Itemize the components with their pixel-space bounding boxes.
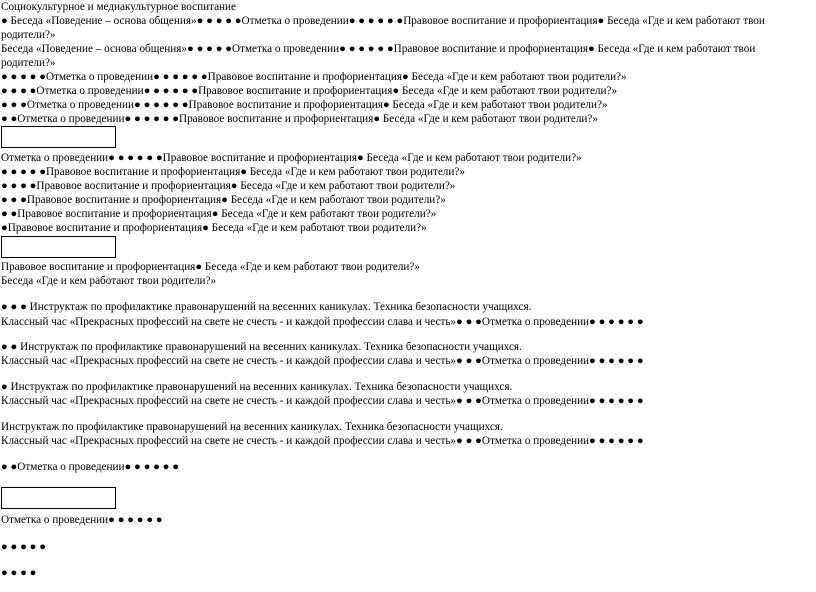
text-line: ● ● ● ●Отметка о проведении● ● ● ● ● ●Правовое воспитание и профориентация● Беседа «Где и кем работают твои родители?» <box>1 85 618 97</box>
text-line: ● ● ● Инструктаж по профилактике правонарушений на весенних каникулах. Техника безопасности учащихся. <box>1 301 532 313</box>
text-line: Классный час «Прекрасных профессий на свете не счесть - и каждой профессии слава и честь»● ● ●Отметка о проведении● ● ● ● ● ● <box>1 395 644 407</box>
text-line: Отметка о проведении● ● ● ● ● ● <box>1 514 163 526</box>
text-line: ● ● ● ● ●Отметка о проведении● ● ● ● ● ●Правовое воспитание и профориентация● Беседа «Где и кем работают твои родители?» <box>1 71 627 83</box>
section-heading: Социокультурное и медиакультурное воспитание <box>1 1 236 13</box>
text-line: ● Инструктаж по профилактике правонарушений на весенних каникулах. Техника безопасности учащихся. <box>1 381 513 393</box>
text-line: ● ● ●Отметка о проведении● ● ● ● ● ●Правовое воспитание и профориентация● Беседа «Где и кем работают твои родители?» <box>1 99 608 111</box>
empty-box <box>1 236 116 258</box>
text-line: ● Беседа «Поведение – основа общения»● ● ● ● ●Отметка о проведении● ● ● ● ● ●Правовое воспитание и профориентация● Беседа «Где и кем работают твои родители?» <box>1 15 765 41</box>
text-line: Классный час «Прекрасных профессий на свете не счесть - и каждой профессии слава и честь»● ● ●Отметка о проведении● ● ● ● ● ● <box>1 435 644 447</box>
text-line: Правовое воспитание и профориентация● Беседа «Где и кем работают твои родители?» <box>1 261 420 273</box>
text-line: Беседа «Поведение – основа общения»● ● ● ● ●Отметка о проведении● ● ● ● ● ●Правовое воспитание и профориентация● Беседа «Где и кем работают твои родители?» <box>1 43 756 69</box>
text-line: ● ● Инструктаж по профилактике правонарушений на весенних каникулах. Техника безопасности учащихся. <box>1 341 522 353</box>
text-line: Инструктаж по профилактике правонарушений на весенних каникулах. Техника безопасности учащихся. <box>1 421 503 433</box>
empty-box <box>1 126 116 148</box>
text-line: ●Правовое воспитание и профориентация● Беседа «Где и кем работают твои родители?» <box>1 222 427 234</box>
text-line: ● ● ● ● <box>1 567 37 579</box>
text-line: ● ● ● ● ● <box>1 541 46 553</box>
text-line: ● ●Отметка о проведении● ● ● ● ● ●Правовое воспитание и профориентация● Беседа «Где и кем работают твои родители?» <box>1 113 598 125</box>
text-line: ● ●Отметка о проведении● ● ● ● ● ● <box>1 461 179 473</box>
text-line: ● ● ● ●Правовое воспитание и профориентация● Беседа «Где и кем работают твои родители?» <box>1 180 456 192</box>
empty-box <box>1 487 116 509</box>
text-line: Классный час «Прекрасных профессий на свете не счесть - и каждой профессии слава и честь»● ● ●Отметка о проведении● ● ● ● ● ● <box>1 355 644 367</box>
text-line: Отметка о проведении● ● ● ● ● ●Правовое воспитание и профориентация● Беседа «Где и кем работают твои родители?» <box>1 152 582 164</box>
text-line: ● ●Правовое воспитание и профориентация● Беседа «Где и кем работают твои родители?» <box>1 208 437 220</box>
text-line: ● ● ●Правовое воспитание и профориентация● Беседа «Где и кем работают твои родители?» <box>1 194 446 206</box>
text-line: Классный час «Прекрасных профессий на свете не счесть - и каждой профессии слава и честь»● ● ●Отметка о проведении● ● ● ● ● ● <box>1 316 644 328</box>
text-line: Беседа «Где и кем работают твои родители?» <box>1 275 217 287</box>
text-line: ● ● ● ● ●Правовое воспитание и профориентация● Беседа «Где и кем работают твои родители?» <box>1 166 465 178</box>
